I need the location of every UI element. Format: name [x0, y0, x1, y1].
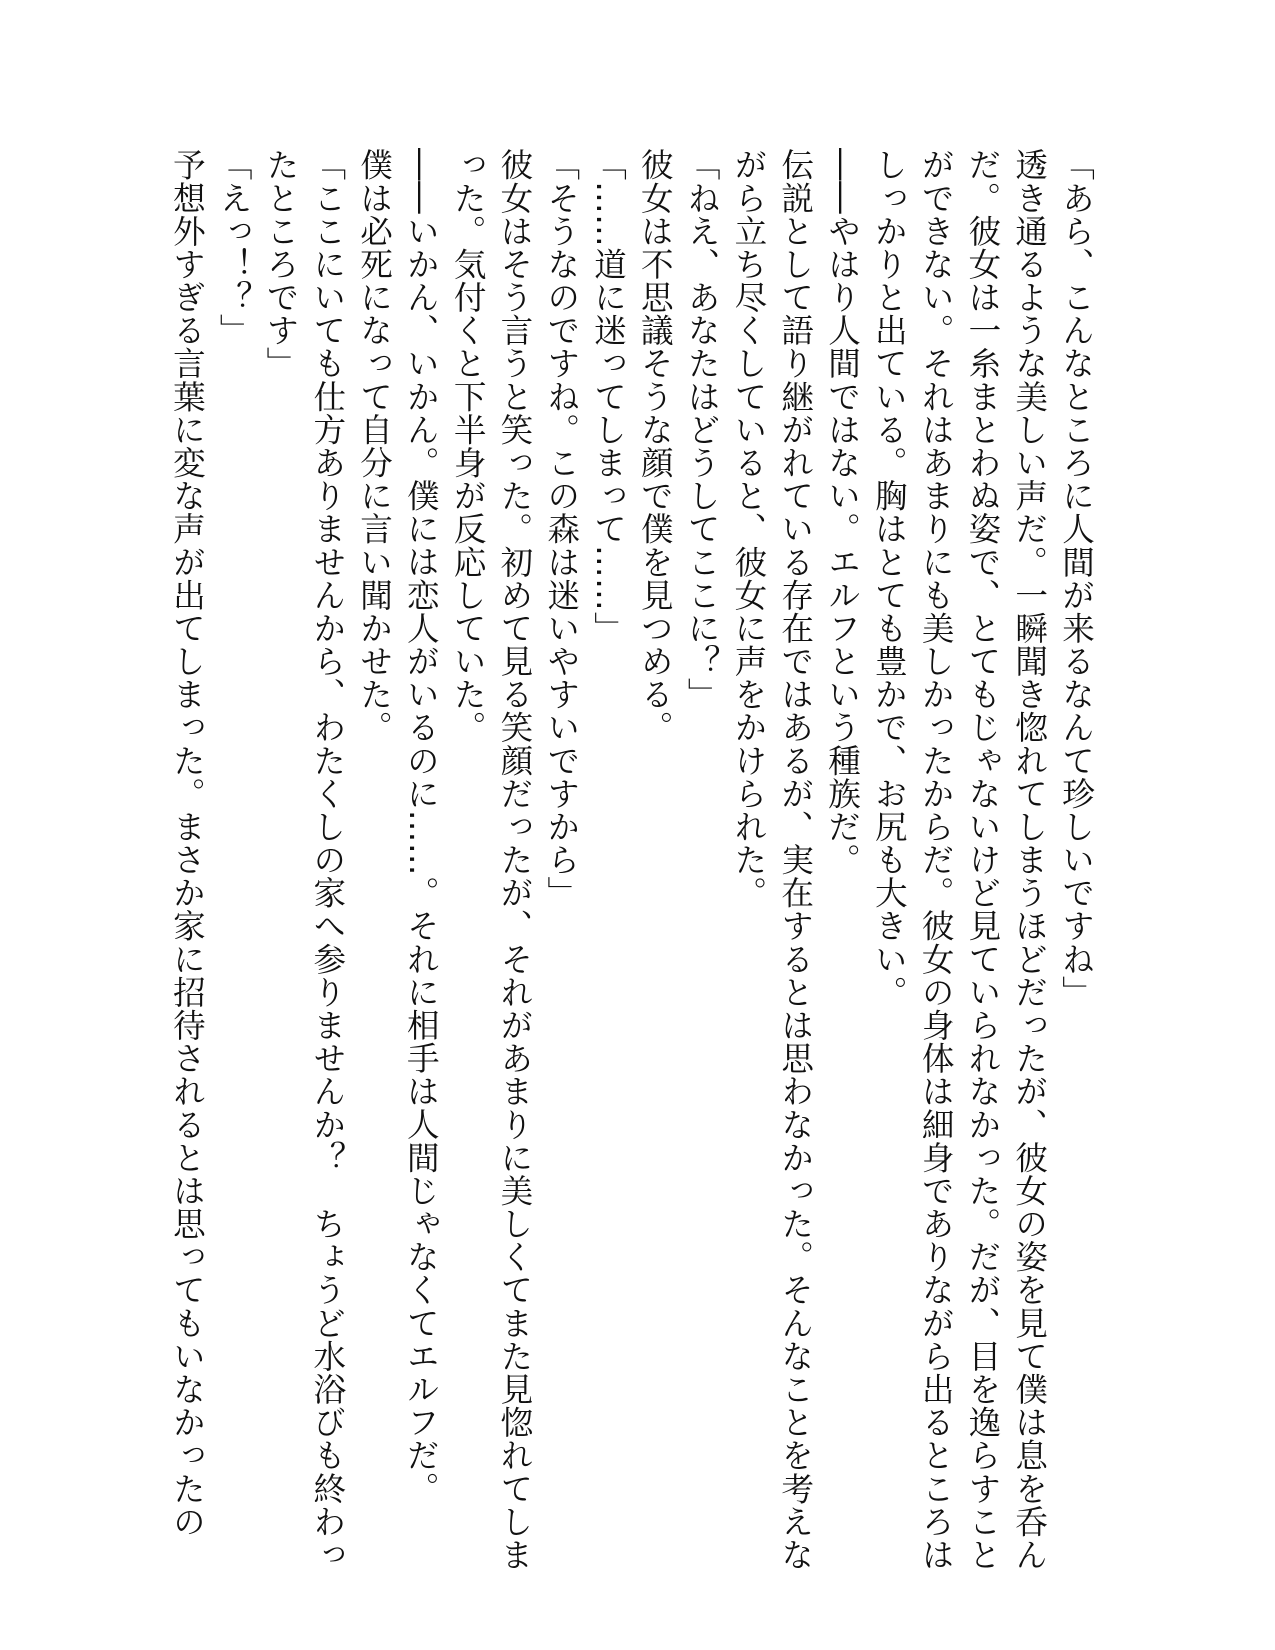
text-line: ――やはり人間ではない。エルフという種族だ。: [823, 148, 862, 876]
text-line: 透き通るような美しい声だ。一瞬聞き惚れてしまうほどだったが、彼女の姿を見て僕は息を呑ん: [1010, 148, 1049, 1571]
text-line-dialogue: 「そうなのですね。この森は迷いやすいですから」: [542, 148, 581, 910]
text-line: ができない。それはあまりにも美しかったからだ。彼女の身体は細身でありながら出るところは: [916, 148, 955, 1571]
text-line-dialogue: 「ねえ、あなたはどうしてここに？」: [682, 148, 721, 711]
text-line: がら立ち尽くしていると、彼女に声をかけられた。: [729, 148, 768, 910]
text-line-dialogue: 「……道に迷ってしまって……」: [589, 148, 628, 645]
text-line: だ。彼女は一糸まとわぬ姿で、とてもじゃないけど見ていられなかった。だが、目を逸らすこと: [963, 148, 1002, 1571]
text-line: った。気付くと下半身が反応していた。: [448, 148, 487, 744]
text-line: 伝説として語り継がれている存在ではあるが、実在するとは思わなかった。そんなことを考えな: [776, 148, 815, 1571]
text-line: ――いかん、いかん。僕には恋人がいるのに……。それに相手は人間じゃなくてエルフだ。: [401, 148, 440, 1505]
text-line-dialogue: 「ここにいても仕方ありませんから、わたくしの家へ参りませんか？ ちょうど水浴びも終わっ: [308, 148, 347, 1571]
text-line: 彼女は不思議そうな顔で僕を見つめる。: [635, 148, 674, 744]
text-line-dialogue: 「えっ！？」: [214, 148, 253, 347]
text-line: 僕は必死になって自分に言い聞かせた。: [355, 148, 394, 744]
vertical-text-body: [163, 148, 1099, 1571]
text-line-dialogue: 「あら、こんなところに人間が来るなんて珍しいですね」: [1057, 148, 1095, 1009]
text-line: 予想外すぎる言葉に変な声が出てしまった。まさか家に招待されるとは思ってもいなかったの: [167, 148, 206, 1538]
text-line: しっかりと出ている。胸はとても豊かで、お尻も大きい。: [869, 148, 908, 1009]
text-line: 彼女はそう言うと笑った。初めて見る笑顔だったが、それがあまりに美しくてまた見惚れてしま: [495, 148, 534, 1571]
text-line: たところです」: [261, 148, 300, 380]
